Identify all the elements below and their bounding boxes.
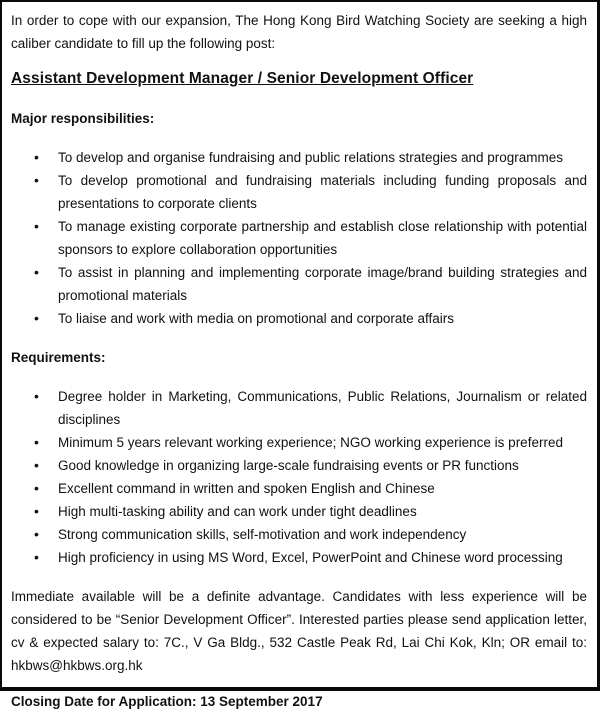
requirements-heading: Requirements: — [11, 350, 106, 365]
requirement-item: • Degree holder in Marketing, Communications, Public Relations, Journalism or related disciplines — [58, 385, 587, 431]
requirement-item: • Excellent command in written and spoken English and Chinese — [58, 477, 587, 500]
requirement-item: • High proficiency in using MS Word, Excel, PowerPoint and Chinese word processing — [58, 546, 587, 569]
responsibility-item: • To assist in planning and implementing corporate image/brand building strategies and promotional materials — [58, 261, 587, 307]
responsibility-item: • To manage existing corporate partnership and establish close relationship with potential sponsors to explore collaboration opportunities — [58, 215, 587, 261]
responsibilities-list — [11, 146, 587, 330]
job-title: Assistant Development Manager / Senior Development Officer — [11, 70, 474, 87]
responsibility-item: • To develop promotional and fundraising materials including funding proposals and presentations to corporate clients — [58, 169, 587, 215]
closing-date: Closing Date for Application: 13 September 2017 — [11, 694, 323, 709]
responsibility-item: • To liaise and work with media on promotional and corporate affairs — [58, 307, 587, 330]
intro-paragraph: In order to cope with our expansion, The Hong Kong Bird Watching Society are seeking a high caliber candidate to fill up the following post: — [11, 13, 587, 51]
requirements-list — [11, 385, 587, 569]
application-instructions-paragraph: Immediate available will be a definite advantage. Candidates with less experience will be considered to be “Senior Development Officer”. Interested parties please send application letter, cv & expected salary to: 7C., V Ga Bldg., 532 Castle Peak Rd, Lai Chi Kok, Kln; OR email to: hkbws@hkbws.org.hk — [11, 589, 587, 673]
requirement-item: • High multi-tasking ability and can work under tight deadlines — [58, 500, 587, 523]
requirement-item: • Minimum 5 years relevant working experience; NGO working experience is preferred — [58, 431, 587, 454]
requirement-item: • Good knowledge in organizing large-scale fundraising events or PR functions — [58, 454, 587, 477]
responsibilities-heading: Major responsibilities: — [11, 111, 155, 126]
requirement-item: • Strong communication skills, self-motivation and work independency — [58, 523, 587, 546]
responsibility-item: • To develop and organise fundraising and public relations strategies and programmes — [58, 146, 587, 169]
